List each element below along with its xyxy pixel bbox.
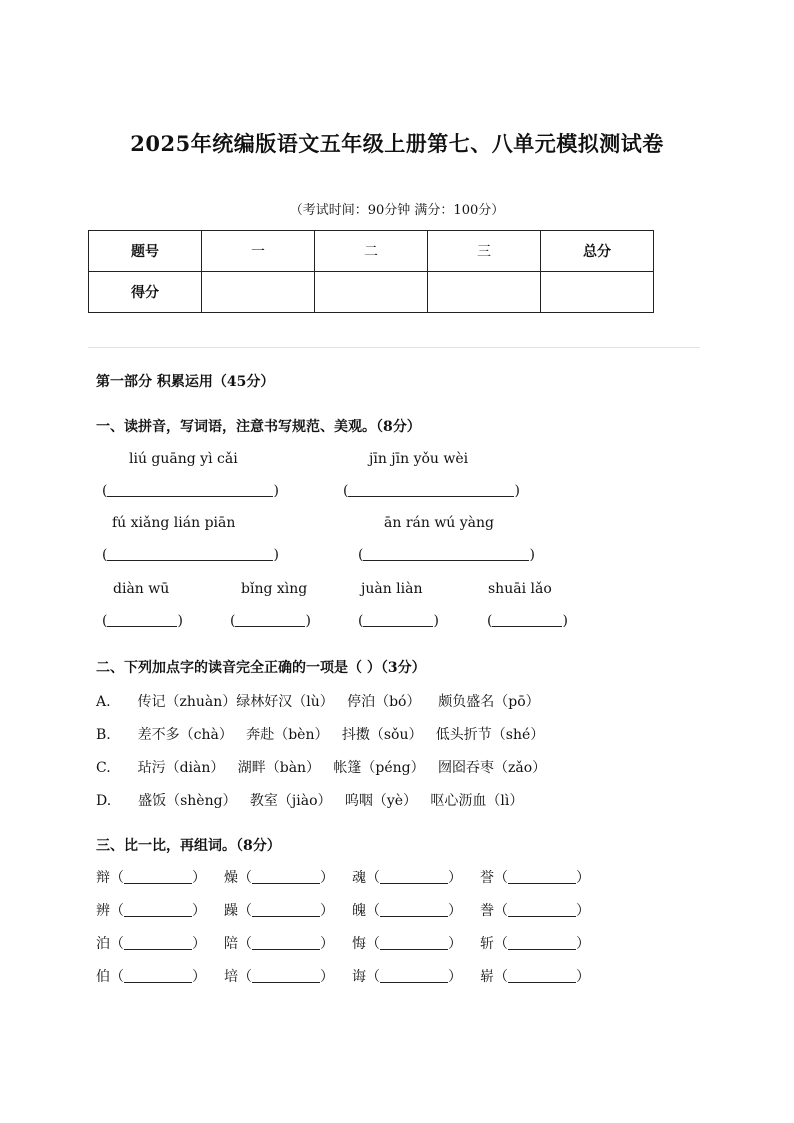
pinyin-prompt: diàn wū — [113, 581, 170, 597]
word-blank[interactable]: （ ） — [494, 870, 590, 886]
char-compare-row — [480, 900, 590, 920]
pinyin-prompt: bǐng xìng — [241, 581, 308, 597]
word-blank[interactable]: （ ） — [494, 936, 590, 952]
word-blank[interactable]: （ ） — [494, 969, 590, 985]
option-letter: A. — [96, 694, 111, 710]
pinyin-prompt: shuāi lǎo — [488, 581, 552, 597]
word-blank[interactable]: （ ） — [110, 936, 206, 952]
char-compare-row — [352, 867, 462, 887]
exam-info: （考试时间：90分钟 满分：100分） — [289, 203, 505, 218]
character: 培 — [224, 969, 238, 985]
character: 诲 — [352, 969, 366, 985]
word-blank[interactable]: （ ） — [238, 870, 334, 886]
word-blank[interactable]: （ ） — [238, 936, 334, 952]
pinyin-prompt: juàn liàn — [361, 581, 423, 597]
word-blank[interactable]: （ ） — [494, 903, 590, 919]
word-blank[interactable]: （ ） — [110, 870, 206, 886]
option-text: 差不多（chà） 奔赴（bèn） 抖擞（sǒu） 低头折节（shé） — [137, 727, 545, 743]
character: 誉 — [480, 870, 494, 886]
answer-blank[interactable]: ( ) — [102, 547, 279, 563]
option-text: 传记（zhuàn）绿林好汉（lù） 停泊（bó） 颇负盛名（pō） — [137, 694, 540, 710]
character: 辨 — [96, 903, 110, 919]
score-cell[interactable] — [428, 272, 541, 313]
option-c[interactable] — [96, 757, 546, 777]
option-letter: D. — [96, 793, 112, 809]
option-a[interactable] — [96, 691, 540, 711]
score-cell[interactable] — [202, 272, 315, 313]
table-header-cell: 三 — [428, 231, 541, 272]
char-compare-row — [480, 867, 590, 887]
page-title: 2025年统编版语文五年级上册第七、八单元模拟测试卷 — [130, 131, 664, 156]
char-compare-row — [96, 867, 206, 887]
option-letter: C. — [96, 760, 111, 776]
character: 辩 — [96, 870, 110, 886]
answer-blank[interactable]: ( ) — [102, 483, 279, 499]
question-2-title: 二、下列加点字的读音完全正确的一项是（ ）（3分） — [96, 660, 426, 676]
character: 燥 — [224, 870, 238, 886]
pinyin-prompt: liú guāng yì cǎi — [129, 451, 238, 467]
answer-blank[interactable]: ( ) — [102, 613, 183, 629]
word-blank[interactable]: （ ） — [366, 903, 462, 919]
part-heading: 第一部分 积累运用（45分） — [96, 374, 275, 390]
word-blank[interactable]: （ ） — [366, 936, 462, 952]
char-compare-row — [96, 933, 206, 953]
question-3-title: 三、比一比，再组词。（8分） — [96, 838, 281, 854]
score-table-score-row — [89, 272, 654, 313]
word-blank[interactable]: （ ） — [110, 903, 206, 919]
char-compare-row — [224, 966, 334, 986]
word-blank[interactable]: （ ） — [110, 969, 206, 985]
character: 伯 — [96, 969, 110, 985]
score-cell[interactable] — [315, 272, 428, 313]
score-table — [88, 230, 654, 313]
character: 魂 — [352, 870, 366, 886]
answer-blank[interactable]: ( ) — [487, 613, 568, 629]
option-letter: B. — [96, 727, 111, 743]
answer-blank[interactable]: ( ) — [343, 483, 520, 499]
word-blank[interactable]: （ ） — [238, 903, 334, 919]
answer-blank[interactable]: ( ) — [358, 613, 439, 629]
char-compare-row — [96, 900, 206, 920]
character: 誊 — [480, 903, 494, 919]
char-compare-row — [480, 966, 590, 986]
score-table-header-row — [89, 231, 654, 272]
character: 悔 — [352, 936, 366, 952]
score-cell[interactable] — [541, 272, 654, 313]
table-header-cell: 二 — [315, 231, 428, 272]
table-header-cell: 总分 — [541, 231, 654, 272]
character: 躁 — [224, 903, 238, 919]
char-compare-row — [224, 867, 334, 887]
character: 魄 — [352, 903, 366, 919]
table-header-cell: 题号 — [89, 231, 202, 272]
character: 泊 — [96, 936, 110, 952]
word-blank[interactable]: （ ） — [366, 969, 462, 985]
question-1-title: 一、读拼音，写词语，注意书写规范、美观。（8分） — [96, 419, 421, 435]
pinyin-prompt: jīn jīn yǒu wèi — [369, 451, 469, 467]
table-row-label: 得分 — [89, 272, 202, 313]
table-header-cell: 一 — [202, 231, 315, 272]
pinyin-prompt: ān rán wú yàng — [384, 515, 495, 531]
char-compare-row — [480, 933, 590, 953]
char-compare-row — [96, 966, 206, 986]
word-blank[interactable]: （ ） — [366, 870, 462, 886]
char-compare-row — [224, 900, 334, 920]
answer-blank[interactable]: ( ) — [358, 547, 535, 563]
section-divider — [88, 347, 700, 348]
answer-blank[interactable]: ( ) — [230, 613, 311, 629]
character: 崭 — [480, 969, 494, 985]
char-compare-row — [352, 966, 462, 986]
option-b[interactable] — [96, 724, 544, 744]
character: 斩 — [480, 936, 494, 952]
option-text: 盛饭（shèng） 教室（jiào） 呜咽（yè） 呕心沥血（lì） — [138, 793, 524, 809]
option-d[interactable] — [96, 790, 523, 810]
character: 陪 — [224, 936, 238, 952]
option-text: 玷污（diàn） 湖畔（bàn） 帐篷（péng） 囫囵吞枣（zǎo） — [137, 760, 547, 776]
char-compare-row — [352, 933, 462, 953]
word-blank[interactable]: （ ） — [238, 969, 334, 985]
char-compare-row — [352, 900, 462, 920]
char-compare-row — [224, 933, 334, 953]
pinyin-prompt: fú xiǎng lián piān — [112, 515, 236, 531]
